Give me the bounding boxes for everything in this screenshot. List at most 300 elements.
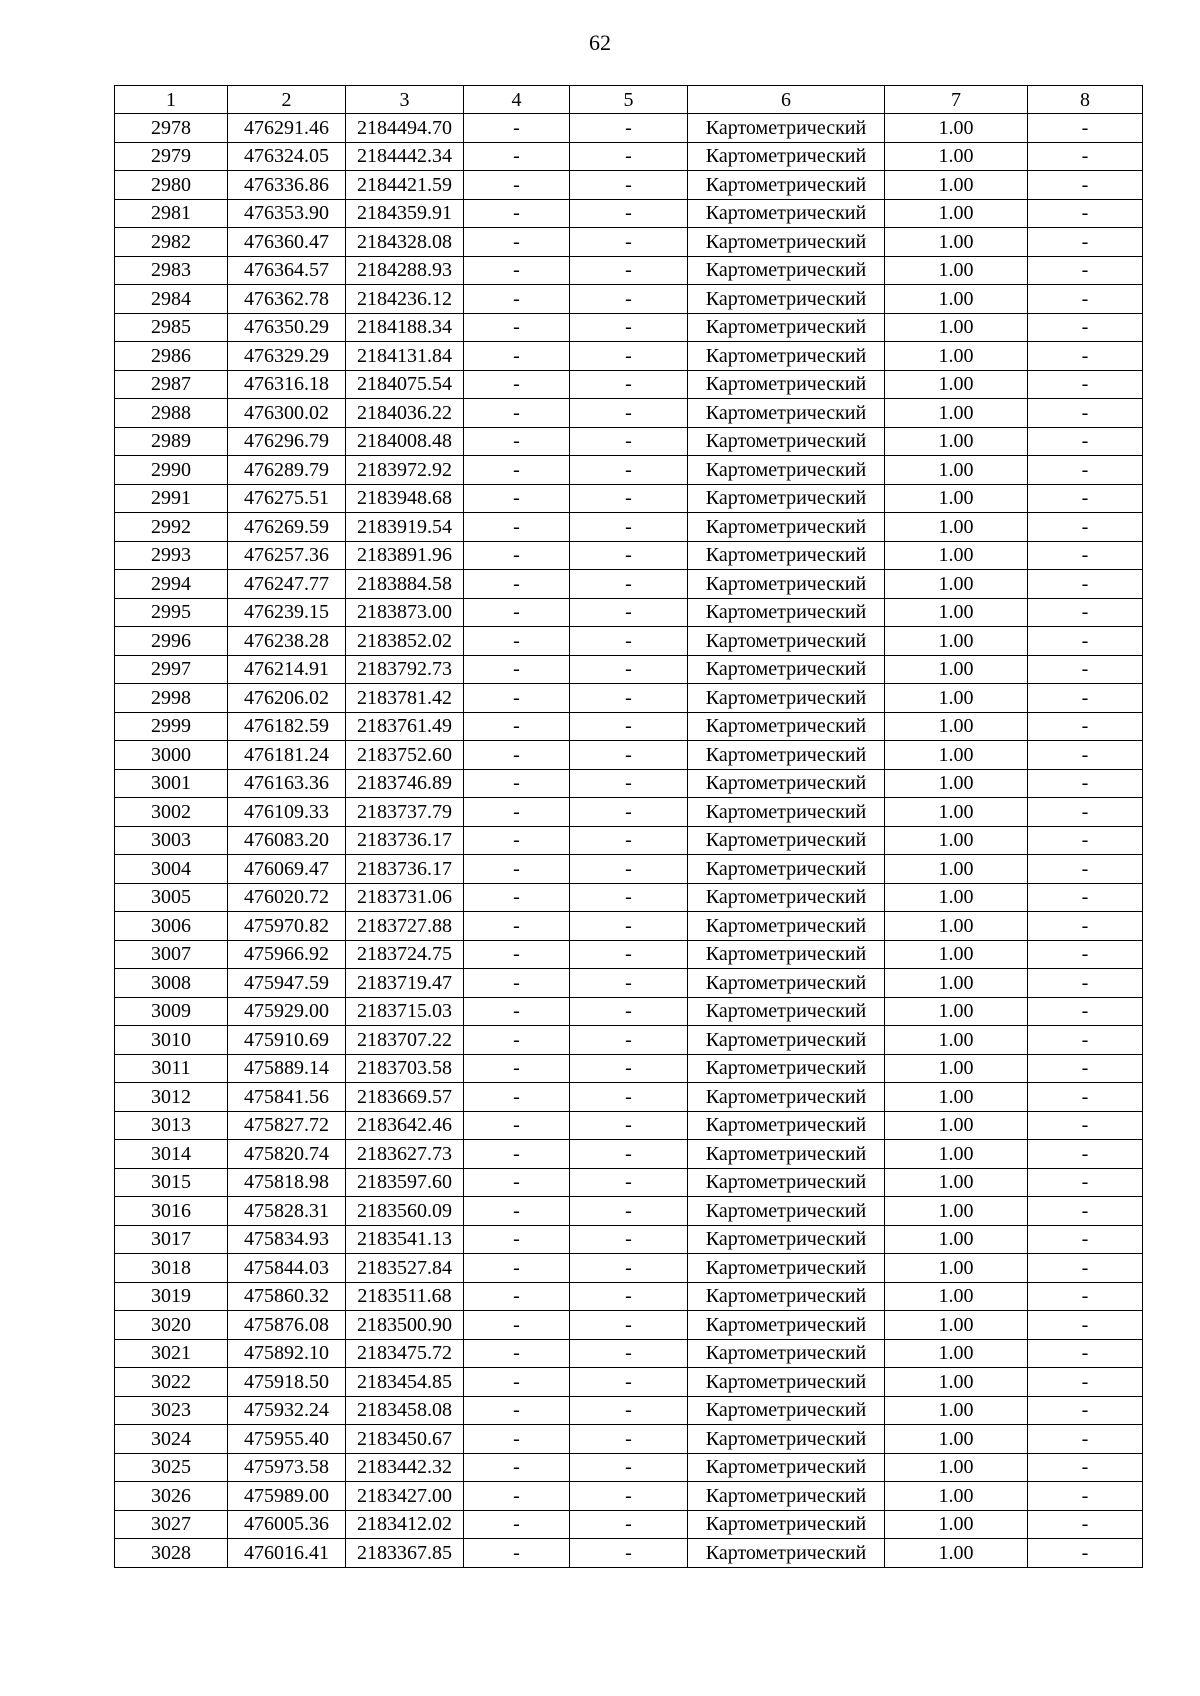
method-cell: Картометрический — [688, 1168, 885, 1197]
x-coordinate-cell: 476336.86 — [228, 171, 346, 200]
column-8-cell: - — [1028, 1111, 1143, 1140]
table-row — [115, 940, 1143, 969]
accuracy-cell: 1.00 — [885, 1425, 1028, 1454]
column-4-cell: - — [464, 912, 570, 941]
column-4-cell: - — [464, 712, 570, 741]
table-header — [115, 86, 1143, 114]
column-5-cell: - — [570, 1510, 688, 1539]
point-number-cell: 2990 — [115, 456, 228, 485]
column-4-cell: - — [464, 1510, 570, 1539]
column-5-cell: - — [570, 1482, 688, 1511]
method-cell: Картометрический — [688, 655, 885, 684]
x-coordinate-cell: 476238.28 — [228, 627, 346, 656]
column-5-cell: - — [570, 370, 688, 399]
point-number-cell: 2978 — [115, 114, 228, 143]
column-5-cell: - — [570, 741, 688, 770]
method-cell: Картометрический — [688, 399, 885, 428]
table-row — [115, 769, 1143, 798]
x-coordinate-cell: 476083.20 — [228, 826, 346, 855]
point-number-cell: 3015 — [115, 1168, 228, 1197]
method-cell: Картометрический — [688, 456, 885, 485]
column-5-cell: - — [570, 655, 688, 684]
column-4-cell: - — [464, 541, 570, 570]
method-cell: Картометрический — [688, 1111, 885, 1140]
table-row — [115, 1140, 1143, 1169]
table-row — [115, 484, 1143, 513]
method-cell: Картометрический — [688, 1140, 885, 1169]
table-row — [115, 1510, 1143, 1539]
column-4-cell: - — [464, 1225, 570, 1254]
column-4-cell: - — [464, 1396, 570, 1425]
column-4-cell: - — [464, 1254, 570, 1283]
column-4-cell: - — [464, 1026, 570, 1055]
accuracy-cell: 1.00 — [885, 769, 1028, 798]
column-5-cell: - — [570, 427, 688, 456]
accuracy-cell: 1.00 — [885, 1054, 1028, 1083]
method-cell: Картометрический — [688, 484, 885, 513]
accuracy-cell: 1.00 — [885, 1254, 1028, 1283]
accuracy-cell: 1.00 — [885, 114, 1028, 143]
x-coordinate-cell: 475844.03 — [228, 1254, 346, 1283]
method-cell: Картометрический — [688, 1368, 885, 1397]
method-cell: Картометрический — [688, 912, 885, 941]
y-coordinate-cell: 2184494.70 — [346, 114, 464, 143]
column-8-cell: - — [1028, 114, 1143, 143]
column-4-cell: - — [464, 1111, 570, 1140]
method-cell: Картометрический — [688, 769, 885, 798]
point-number-cell: 3014 — [115, 1140, 228, 1169]
point-number-cell: 2981 — [115, 199, 228, 228]
accuracy-cell: 1.00 — [885, 142, 1028, 171]
table-row — [115, 199, 1143, 228]
column-5-cell: - — [570, 1140, 688, 1169]
column-8-cell: - — [1028, 228, 1143, 257]
column-5-cell: - — [570, 1396, 688, 1425]
table-row — [115, 655, 1143, 684]
x-coordinate-cell: 475966.92 — [228, 940, 346, 969]
table-row — [115, 883, 1143, 912]
table-row — [115, 1197, 1143, 1226]
column-5-cell: - — [570, 912, 688, 941]
x-coordinate-cell: 475989.00 — [228, 1482, 346, 1511]
column-header-7: 7 — [885, 86, 1028, 114]
x-coordinate-cell: 476239.15 — [228, 598, 346, 627]
column-5-cell: - — [570, 570, 688, 599]
column-8-cell: - — [1028, 741, 1143, 770]
x-coordinate-cell: 475827.72 — [228, 1111, 346, 1140]
point-number-cell: 2982 — [115, 228, 228, 257]
column-4-cell: - — [464, 142, 570, 171]
point-number-cell: 3006 — [115, 912, 228, 941]
column-4-cell: - — [464, 342, 570, 371]
x-coordinate-cell: 475860.32 — [228, 1282, 346, 1311]
point-number-cell: 2988 — [115, 399, 228, 428]
column-4-cell: - — [464, 1339, 570, 1368]
y-coordinate-cell: 2183442.32 — [346, 1453, 464, 1482]
column-4-cell: - — [464, 427, 570, 456]
table-row — [115, 684, 1143, 713]
column-5-cell: - — [570, 1197, 688, 1226]
accuracy-cell: 1.00 — [885, 1510, 1028, 1539]
column-4-cell: - — [464, 456, 570, 485]
accuracy-cell: 1.00 — [885, 313, 1028, 342]
x-coordinate-cell: 475828.31 — [228, 1197, 346, 1226]
column-4-cell: - — [464, 997, 570, 1026]
column-4-cell: - — [464, 627, 570, 656]
column-4-cell: - — [464, 741, 570, 770]
point-number-cell: 2984 — [115, 285, 228, 314]
column-8-cell: - — [1028, 684, 1143, 713]
x-coordinate-cell: 475841.56 — [228, 1083, 346, 1112]
table-row — [115, 1168, 1143, 1197]
column-5-cell: - — [570, 1083, 688, 1112]
column-4-cell: - — [464, 1282, 570, 1311]
point-number-cell: 2997 — [115, 655, 228, 684]
column-4-cell: - — [464, 1054, 570, 1083]
method-cell: Картометрический — [688, 313, 885, 342]
method-cell: Картометрический — [688, 1539, 885, 1568]
accuracy-cell: 1.00 — [885, 171, 1028, 200]
method-cell: Картометрический — [688, 997, 885, 1026]
table-row — [115, 1311, 1143, 1340]
column-4-cell: - — [464, 1368, 570, 1397]
method-cell: Картометрический — [688, 1054, 885, 1083]
point-number-cell: 2979 — [115, 142, 228, 171]
column-8-cell: - — [1028, 940, 1143, 969]
table-row — [115, 1368, 1143, 1397]
column-5-cell: - — [570, 1225, 688, 1254]
accuracy-cell: 1.00 — [885, 199, 1028, 228]
column-5-cell: - — [570, 1368, 688, 1397]
accuracy-cell: 1.00 — [885, 855, 1028, 884]
column-8-cell: - — [1028, 1054, 1143, 1083]
method-cell: Картометрический — [688, 1339, 885, 1368]
accuracy-cell: 1.00 — [885, 741, 1028, 770]
table-row — [115, 399, 1143, 428]
y-coordinate-cell: 2183450.67 — [346, 1425, 464, 1454]
column-8-cell: - — [1028, 712, 1143, 741]
accuracy-cell: 1.00 — [885, 1539, 1028, 1568]
method-cell: Картометрический — [688, 228, 885, 257]
point-number-cell: 3011 — [115, 1054, 228, 1083]
point-number-cell: 3007 — [115, 940, 228, 969]
column-4-cell: - — [464, 598, 570, 627]
column-4-cell: - — [464, 1168, 570, 1197]
column-8-cell: - — [1028, 1026, 1143, 1055]
point-number-cell: 2980 — [115, 171, 228, 200]
table-row — [115, 1396, 1143, 1425]
coordinates-table — [114, 85, 1143, 1568]
column-5-cell: - — [570, 1254, 688, 1283]
column-5-cell: - — [570, 1282, 688, 1311]
method-cell: Картометрический — [688, 1282, 885, 1311]
x-coordinate-cell: 475820.74 — [228, 1140, 346, 1169]
column-4-cell: - — [464, 883, 570, 912]
column-8-cell: - — [1028, 285, 1143, 314]
column-8-cell: - — [1028, 1254, 1143, 1283]
column-5-cell: - — [570, 1339, 688, 1368]
accuracy-cell: 1.00 — [885, 1311, 1028, 1340]
accuracy-cell: 1.00 — [885, 570, 1028, 599]
column-5-cell: - — [570, 313, 688, 342]
column-8-cell: - — [1028, 256, 1143, 285]
y-coordinate-cell: 2183367.85 — [346, 1539, 464, 1568]
column-8-cell: - — [1028, 313, 1143, 342]
column-8-cell: - — [1028, 598, 1143, 627]
column-5-cell: - — [570, 541, 688, 570]
method-cell: Картометрический — [688, 741, 885, 770]
table-row — [115, 627, 1143, 656]
method-cell: Картометрический — [688, 684, 885, 713]
y-coordinate-cell: 2184188.34 — [346, 313, 464, 342]
x-coordinate-cell: 476181.24 — [228, 741, 346, 770]
column-5-cell: - — [570, 1425, 688, 1454]
x-coordinate-cell: 476269.59 — [228, 513, 346, 542]
x-coordinate-cell: 475932.24 — [228, 1396, 346, 1425]
y-coordinate-cell: 2184442.34 — [346, 142, 464, 171]
table-row — [115, 1482, 1143, 1511]
column-5-cell: - — [570, 1111, 688, 1140]
column-8-cell: - — [1028, 513, 1143, 542]
x-coordinate-cell: 476360.47 — [228, 228, 346, 257]
point-number-cell: 3021 — [115, 1339, 228, 1368]
column-header-5: 5 — [570, 86, 688, 114]
table-row — [115, 1083, 1143, 1112]
x-coordinate-cell: 476109.33 — [228, 798, 346, 827]
table-row — [115, 1453, 1143, 1482]
y-coordinate-cell: 2183541.13 — [346, 1225, 464, 1254]
table-row — [115, 114, 1143, 143]
point-number-cell: 3005 — [115, 883, 228, 912]
y-coordinate-cell: 2183736.17 — [346, 826, 464, 855]
column-8-cell: - — [1028, 142, 1143, 171]
y-coordinate-cell: 2183627.73 — [346, 1140, 464, 1169]
y-coordinate-cell: 2184236.12 — [346, 285, 464, 314]
column-header-3: 3 — [346, 86, 464, 114]
x-coordinate-cell: 476016.41 — [228, 1539, 346, 1568]
column-8-cell: - — [1028, 1453, 1143, 1482]
column-8-cell: - — [1028, 370, 1143, 399]
column-8-cell: - — [1028, 427, 1143, 456]
accuracy-cell: 1.00 — [885, 940, 1028, 969]
column-5-cell: - — [570, 1539, 688, 1568]
column-4-cell: - — [464, 285, 570, 314]
table-row — [115, 342, 1143, 371]
x-coordinate-cell: 476247.77 — [228, 570, 346, 599]
point-number-cell: 2992 — [115, 513, 228, 542]
y-coordinate-cell: 2183707.22 — [346, 1026, 464, 1055]
point-number-cell: 3009 — [115, 997, 228, 1026]
y-coordinate-cell: 2183727.88 — [346, 912, 464, 941]
column-8-cell: - — [1028, 627, 1143, 656]
y-coordinate-cell: 2184131.84 — [346, 342, 464, 371]
method-cell: Картометрический — [688, 427, 885, 456]
column-4-cell: - — [464, 684, 570, 713]
x-coordinate-cell: 475876.08 — [228, 1311, 346, 1340]
x-coordinate-cell: 475910.69 — [228, 1026, 346, 1055]
table-row — [115, 1111, 1143, 1140]
column-5-cell: - — [570, 940, 688, 969]
point-number-cell: 3026 — [115, 1482, 228, 1511]
y-coordinate-cell: 2183560.09 — [346, 1197, 464, 1226]
accuracy-cell: 1.00 — [885, 1282, 1028, 1311]
x-coordinate-cell: 476182.59 — [228, 712, 346, 741]
y-coordinate-cell: 2183781.42 — [346, 684, 464, 713]
column-8-cell: - — [1028, 1168, 1143, 1197]
table-row — [115, 1026, 1143, 1055]
x-coordinate-cell: 476069.47 — [228, 855, 346, 884]
x-coordinate-cell: 476291.46 — [228, 114, 346, 143]
table-row — [115, 826, 1143, 855]
x-coordinate-cell: 476324.05 — [228, 142, 346, 171]
table-row — [115, 1254, 1143, 1283]
x-coordinate-cell: 476005.36 — [228, 1510, 346, 1539]
accuracy-cell: 1.00 — [885, 427, 1028, 456]
column-4-cell: - — [464, 1482, 570, 1511]
point-number-cell: 2998 — [115, 684, 228, 713]
column-8-cell: - — [1028, 883, 1143, 912]
y-coordinate-cell: 2183884.58 — [346, 570, 464, 599]
column-4-cell: - — [464, 798, 570, 827]
column-4-cell: - — [464, 484, 570, 513]
column-8-cell: - — [1028, 798, 1143, 827]
column-5-cell: - — [570, 883, 688, 912]
column-5-cell: - — [570, 484, 688, 513]
column-4-cell: - — [464, 228, 570, 257]
x-coordinate-cell: 476362.78 — [228, 285, 346, 314]
point-number-cell: 3004 — [115, 855, 228, 884]
method-cell: Картометрический — [688, 541, 885, 570]
accuracy-cell: 1.00 — [885, 1111, 1028, 1140]
column-4-cell: - — [464, 1425, 570, 1454]
column-5-cell: - — [570, 114, 688, 143]
column-header-2: 2 — [228, 86, 346, 114]
table-row — [115, 1425, 1143, 1454]
table-row — [115, 570, 1143, 599]
method-cell: Картометрический — [688, 1311, 885, 1340]
y-coordinate-cell: 2183597.60 — [346, 1168, 464, 1197]
table-row — [115, 1225, 1143, 1254]
column-8-cell: - — [1028, 1396, 1143, 1425]
table-row — [115, 969, 1143, 998]
y-coordinate-cell: 2183852.02 — [346, 627, 464, 656]
column-5-cell: - — [570, 969, 688, 998]
x-coordinate-cell: 476316.18 — [228, 370, 346, 399]
column-4-cell: - — [464, 171, 570, 200]
header-row — [115, 86, 1143, 114]
y-coordinate-cell: 2184328.08 — [346, 228, 464, 257]
method-cell: Картометрический — [688, 1510, 885, 1539]
accuracy-cell: 1.00 — [885, 1396, 1028, 1425]
y-coordinate-cell: 2183761.49 — [346, 712, 464, 741]
column-4-cell: - — [464, 570, 570, 599]
method-cell: Картометрический — [688, 1482, 885, 1511]
accuracy-cell: 1.00 — [885, 598, 1028, 627]
method-cell: Картометрический — [688, 142, 885, 171]
table-row — [115, 142, 1143, 171]
accuracy-cell: 1.00 — [885, 456, 1028, 485]
table-row — [115, 171, 1143, 200]
method-cell: Картометрический — [688, 1254, 885, 1283]
accuracy-cell: 1.00 — [885, 969, 1028, 998]
point-number-cell: 3022 — [115, 1368, 228, 1397]
method-cell: Картометрический — [688, 513, 885, 542]
x-coordinate-cell: 476214.91 — [228, 655, 346, 684]
column-5-cell: - — [570, 171, 688, 200]
y-coordinate-cell: 2183891.96 — [346, 541, 464, 570]
column-4-cell: - — [464, 940, 570, 969]
accuracy-cell: 1.00 — [885, 997, 1028, 1026]
x-coordinate-cell: 476353.90 — [228, 199, 346, 228]
column-5-cell: - — [570, 1168, 688, 1197]
column-8-cell: - — [1028, 855, 1143, 884]
method-cell: Картометрический — [688, 969, 885, 998]
method-cell: Картометрический — [688, 1225, 885, 1254]
y-coordinate-cell: 2183792.73 — [346, 655, 464, 684]
method-cell: Картометрический — [688, 627, 885, 656]
y-coordinate-cell: 2183642.46 — [346, 1111, 464, 1140]
point-number-cell: 2995 — [115, 598, 228, 627]
column-5-cell: - — [570, 342, 688, 371]
y-coordinate-cell: 2184288.93 — [346, 256, 464, 285]
column-4-cell: - — [464, 969, 570, 998]
accuracy-cell: 1.00 — [885, 256, 1028, 285]
accuracy-cell: 1.00 — [885, 370, 1028, 399]
table-row — [115, 456, 1143, 485]
accuracy-cell: 1.00 — [885, 1339, 1028, 1368]
accuracy-cell: 1.00 — [885, 484, 1028, 513]
column-header-4: 4 — [464, 86, 570, 114]
point-number-cell: 3013 — [115, 1111, 228, 1140]
point-number-cell: 2993 — [115, 541, 228, 570]
method-cell: Картометрический — [688, 1453, 885, 1482]
y-coordinate-cell: 2183427.00 — [346, 1482, 464, 1511]
point-number-cell: 3016 — [115, 1197, 228, 1226]
accuracy-cell: 1.00 — [885, 1453, 1028, 1482]
method-cell: Картометрический — [688, 1026, 885, 1055]
point-number-cell: 3003 — [115, 826, 228, 855]
accuracy-cell: 1.00 — [885, 883, 1028, 912]
method-cell: Картометрический — [688, 826, 885, 855]
column-8-cell: - — [1028, 399, 1143, 428]
point-number-cell: 3020 — [115, 1311, 228, 1340]
accuracy-cell: 1.00 — [885, 826, 1028, 855]
accuracy-cell: 1.00 — [885, 912, 1028, 941]
column-5-cell: - — [570, 1054, 688, 1083]
column-5-cell: - — [570, 199, 688, 228]
accuracy-cell: 1.00 — [885, 1197, 1028, 1226]
page-number: 62 — [589, 30, 611, 55]
column-5-cell: - — [570, 142, 688, 171]
y-coordinate-cell: 2184036.22 — [346, 399, 464, 428]
y-coordinate-cell: 2184075.54 — [346, 370, 464, 399]
method-cell: Картометрический — [688, 114, 885, 143]
column-4-cell: - — [464, 513, 570, 542]
column-4-cell: - — [464, 370, 570, 399]
table-row — [115, 712, 1143, 741]
method-cell: Картометрический — [688, 598, 885, 627]
point-number-cell: 3018 — [115, 1254, 228, 1283]
column-8-cell: - — [1028, 484, 1143, 513]
column-4-cell: - — [464, 1539, 570, 1568]
accuracy-cell: 1.00 — [885, 1026, 1028, 1055]
column-8-cell: - — [1028, 1339, 1143, 1368]
column-8-cell: - — [1028, 826, 1143, 855]
y-coordinate-cell: 2183454.85 — [346, 1368, 464, 1397]
method-cell: Картометрический — [688, 1396, 885, 1425]
column-8-cell: - — [1028, 1425, 1143, 1454]
accuracy-cell: 1.00 — [885, 1140, 1028, 1169]
